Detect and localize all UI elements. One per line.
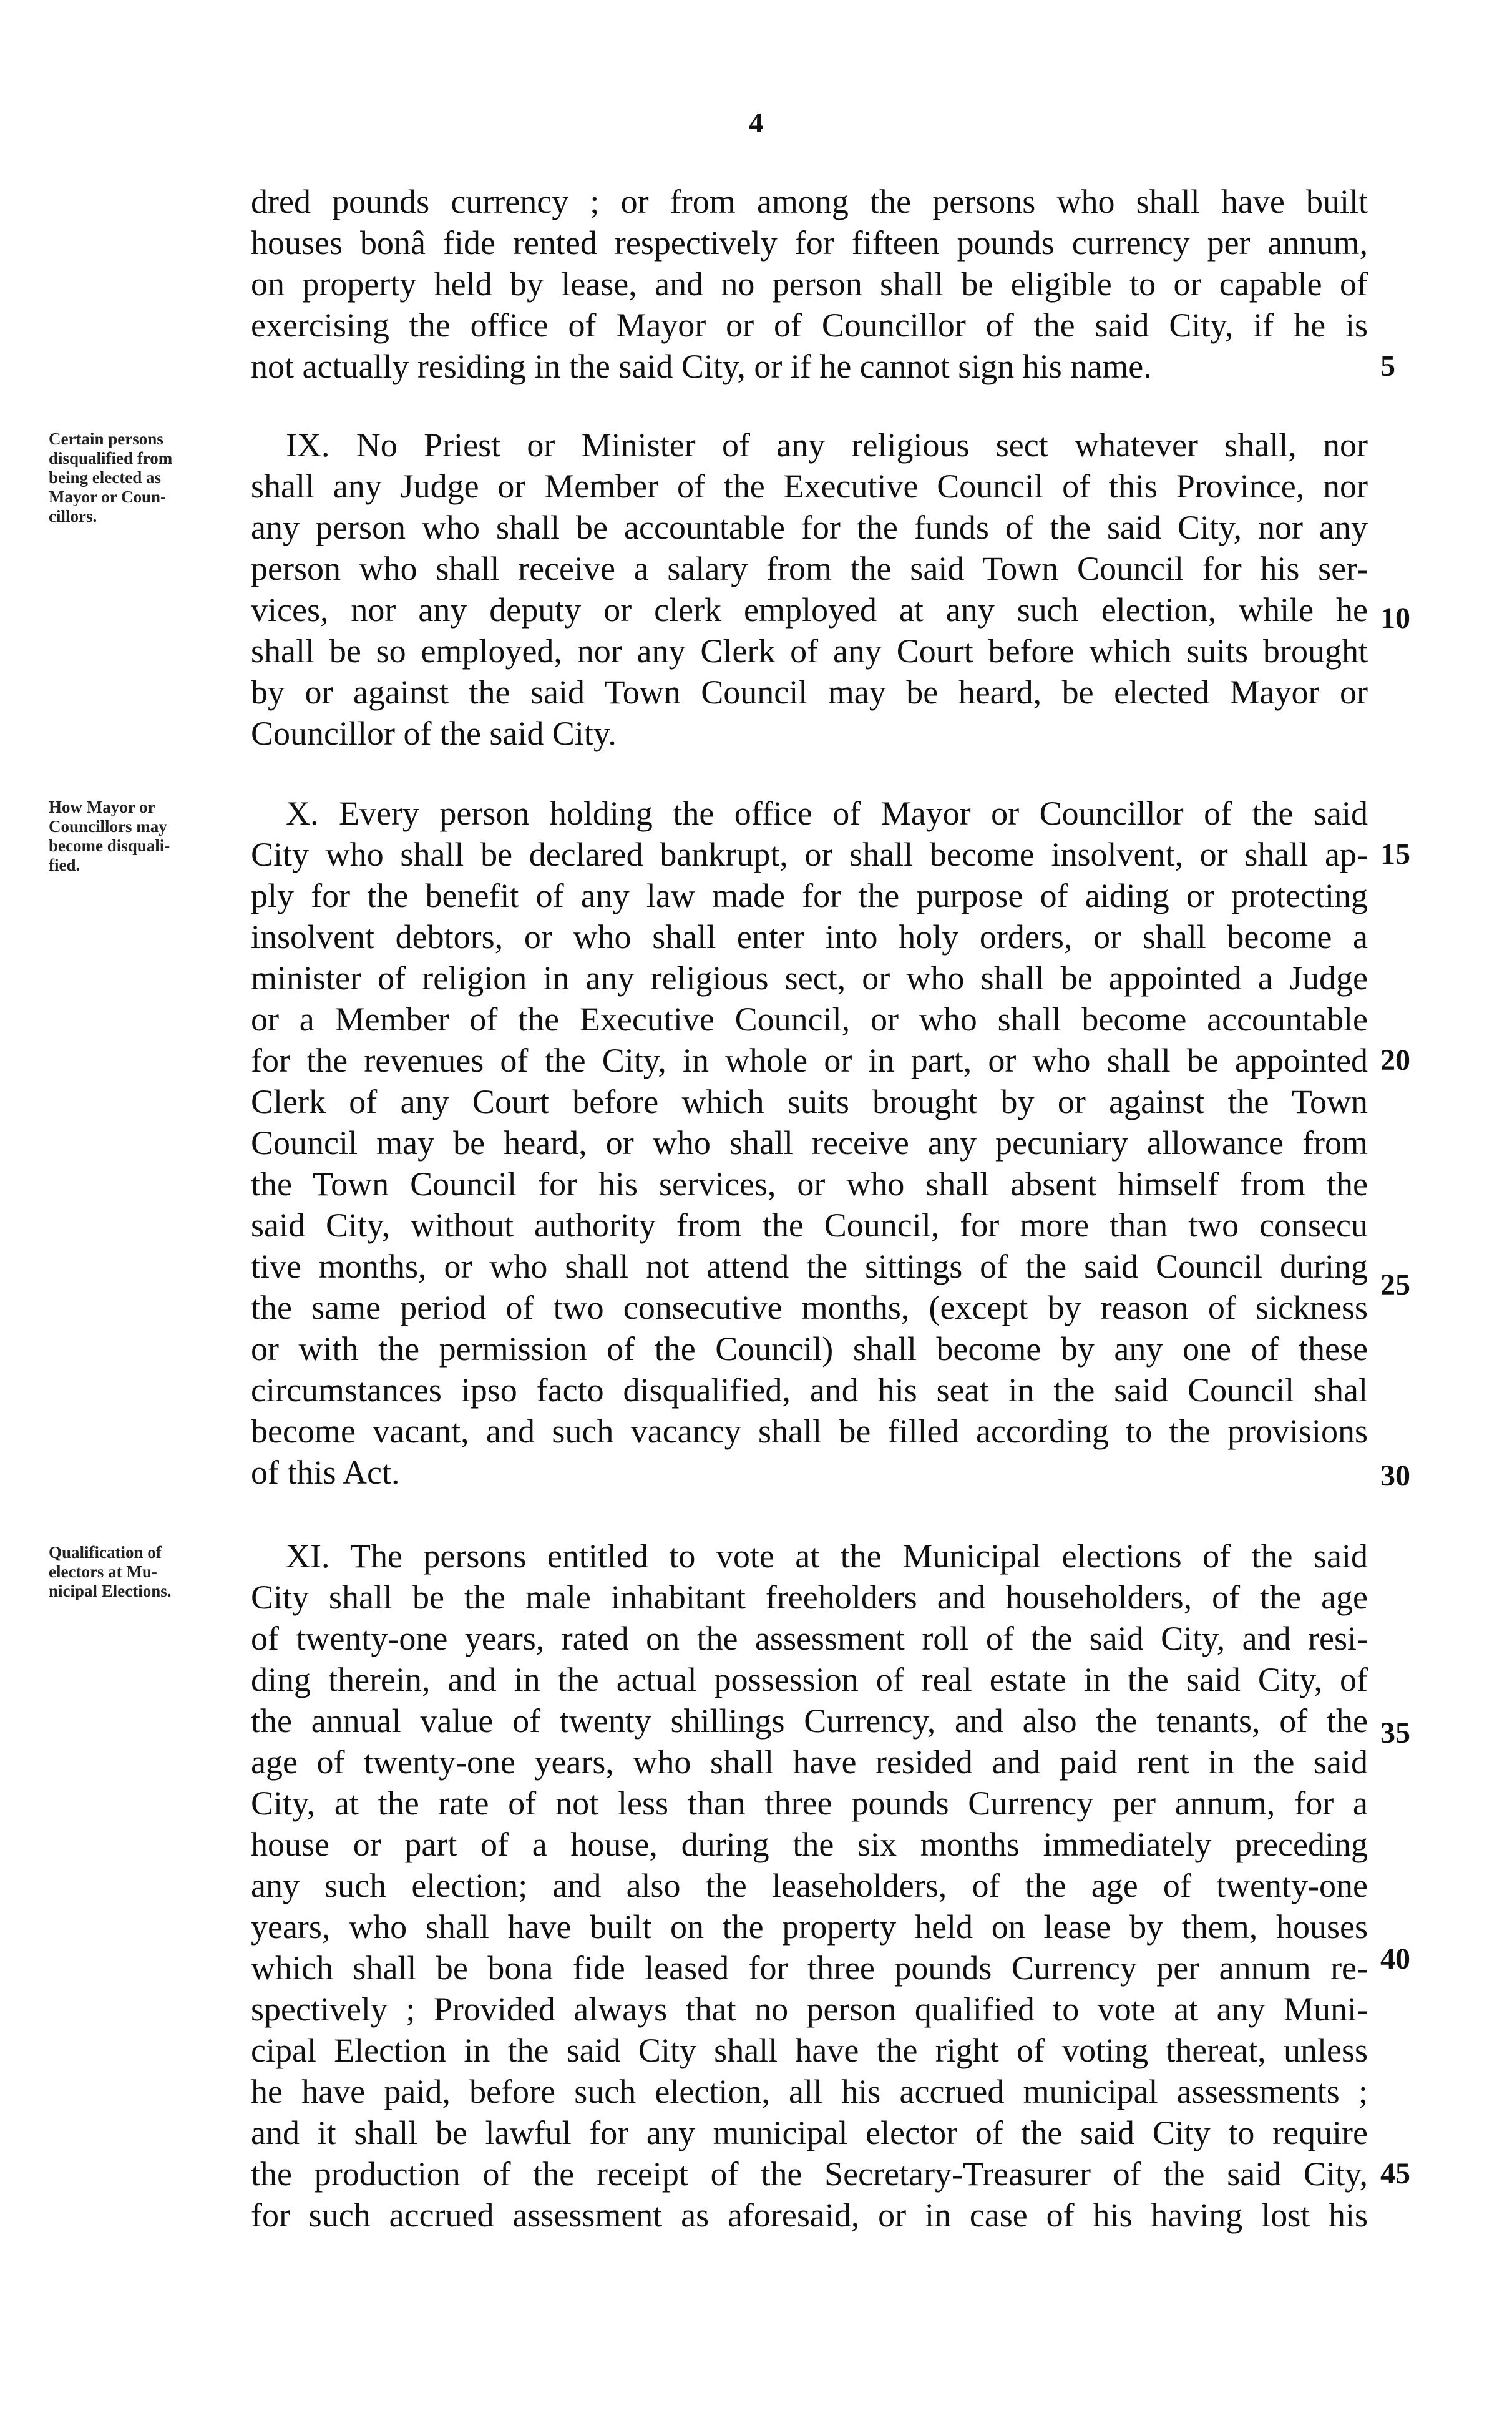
text-line: by or against the said Town Council may be heard, be elected Mayor or: [251, 673, 1368, 711]
section-text: [251, 1535, 1368, 2236]
text-line: minister of religion in any religious sect, or who shall be appointed a Judge: [251, 959, 1368, 997]
text-line: age of twenty-one years, who shall have resided and paid rent in the said: [251, 1743, 1368, 1781]
text-line: he have paid, before such election, all his accrued municipal assessments ;: [251, 2073, 1368, 2110]
text-line: of twenty-one years, rated on the assessment roll of the said City, and resi-: [251, 1620, 1368, 1657]
line-number-marker: 45: [1380, 2157, 1410, 2190]
text-line: said City, without authority from the Council, for more than two consecu: [251, 1206, 1368, 1244]
text-line: which shall be bona fide leased for three pounds Currency per annum re-: [251, 1949, 1368, 1987]
text-line: ply for the benefit of any law made for the purpose of aiding or protecting: [251, 877, 1368, 914]
margin-note: Certain persons disqualified from being elected as Mayor or Coun- cillors.: [49, 429, 173, 526]
text-line: City shall be the male inhabitant freeholders and householders, of the age: [251, 1578, 1368, 1616]
line-number-marker: 25: [1380, 1268, 1410, 1301]
text-line: IX. No Priest or Minister of any religious sect whatever shall, nor: [286, 426, 1368, 464]
page-number: 4: [749, 107, 763, 139]
paragraph-text: [251, 181, 1368, 387]
text-line: exercising the office of Mayor or of Councillor of the said City, if he is: [251, 306, 1368, 344]
text-line: City, at the rate of not less than three pounds Currency per annum, for a: [251, 1784, 1368, 1822]
text-line: any person who shall be accountable for the funds of the said City, nor any: [251, 509, 1368, 546]
text-line: not actually residing in the said City, or if he cannot sign his name.: [251, 348, 1152, 385]
text-line: the Town Council for his services, or who shall absent himself from the: [251, 1165, 1368, 1203]
text-line: insolvent debtors, or who shall enter into holy orders, or shall become a: [251, 918, 1368, 956]
text-line: Council may be heard, or who shall receive any pecuniary allowance from: [251, 1124, 1368, 1162]
line-number-marker: 15: [1380, 838, 1410, 871]
text-line: shall any Judge or Member of the Executive Council of this Province, nor: [251, 467, 1368, 505]
text-line: for such accrued assessment as aforesaid, or in case of his having lost his: [251, 2196, 1368, 2234]
text-line: houses bonâ fide rented respectively for fifteen pounds currency per annum,: [251, 224, 1368, 262]
text-line: XI. The persons entitled to vote at the Municipal elections of the said: [286, 1537, 1368, 1575]
text-line: Councillor of the said City.: [251, 715, 617, 752]
text-line: person who shall receive a salary from the said Town Council for his ser-: [251, 550, 1368, 587]
text-line: the same period of two consecutive months, (except by reason of sickness: [251, 1289, 1368, 1326]
text-line: any such election; and also the leaseholders, of the age of twenty-one: [251, 1867, 1368, 1904]
text-line: or with the permission of the Council) shall become by any one of these: [251, 1330, 1368, 1368]
text-line: shall be so employed, nor any Clerk of any Court before which suits brought: [251, 632, 1368, 670]
line-number-marker: 40: [1380, 1942, 1410, 1975]
text-line: for the revenues of the City, in whole or in part, or who shall be appointed: [251, 1042, 1368, 1079]
margin-note: Qualification of electors at Mu- nicipal Elections.: [49, 1543, 172, 1600]
text-line: on property held by lease, and no person shall be eligible to or capable of: [251, 265, 1368, 303]
text-line: vices, nor any deputy or clerk employed at any such election, while he: [251, 591, 1368, 629]
text-line: ding therein, and in the actual possession of real estate in the said City, of: [251, 1661, 1368, 1698]
text-line: the annual value of twenty shillings Currency, and also the tenants, of the: [251, 1702, 1368, 1740]
section-text: [251, 424, 1368, 754]
text-line: X. Every person holding the office of Mayor or Councillor of the said: [286, 795, 1368, 832]
text-line: become vacant, and such vacancy shall be filled according to the provisions: [251, 1412, 1368, 1450]
line-number-marker: 30: [1380, 1459, 1410, 1492]
text-line: house or part of a house, during the six months immediately preceding: [251, 1826, 1368, 1863]
text-line: tive months, or who shall not attend the sittings of the said Council during: [251, 1248, 1368, 1285]
text-line: spectively ; Provided always that no person qualified to vote at any Muni-: [251, 1990, 1368, 2028]
text-line: years, who shall have built on the property held on lease by them, houses: [251, 1908, 1368, 1946]
text-line: or a Member of the Executive Council, or who shall become accountable: [251, 1001, 1368, 1038]
line-number-marker: 20: [1380, 1044, 1410, 1077]
line-number-marker: 10: [1380, 602, 1410, 635]
text-line: cipal Election in the said City shall have the right of voting thereat, unless: [251, 2032, 1368, 2069]
line-number-marker: 5: [1380, 350, 1395, 383]
text-line: the production of the receipt of the Secretary-Treasurer of the said City,: [251, 2155, 1368, 2193]
line-number-marker: 35: [1380, 1716, 1410, 1750]
text-line: City who shall be declared bankrupt, or shall become insolvent, or shall ap-: [251, 836, 1368, 873]
text-line: circumstances ipso facto disqualified, and his seat in the said Council shal: [251, 1371, 1368, 1409]
text-line: dred pounds currency ; or from among the persons who shall have built: [251, 183, 1368, 220]
text-line: of this Act.: [251, 1454, 400, 1491]
section-text: [251, 793, 1368, 1493]
margin-note: How Mayor or Councillors may become disquali- fied.: [49, 798, 170, 874]
text-line: Clerk of any Court before which suits brought by or against the Town: [251, 1083, 1368, 1120]
text-line: and it shall be lawful for any municipal elector of the said City to require: [251, 2114, 1368, 2151]
